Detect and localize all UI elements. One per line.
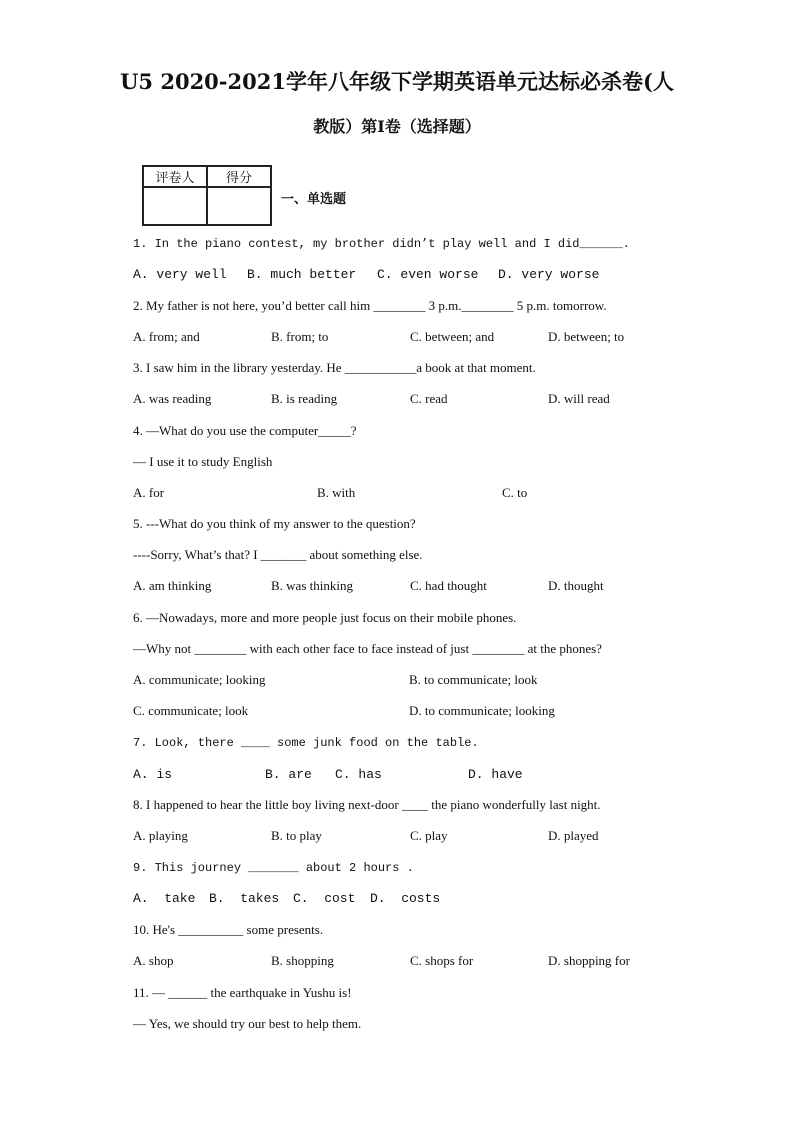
q3-option-b[interactable]: B. is reading	[271, 391, 338, 406]
q1-option-c[interactable]: C. even worse	[377, 267, 479, 282]
q5-option-d[interactable]: D. thought	[548, 578, 604, 593]
q9-option-d[interactable]: D. costs	[370, 891, 441, 906]
q5-option-c[interactable]: C. had thought	[410, 578, 487, 593]
q6-option-b[interactable]: B. to communicate; look	[409, 672, 538, 687]
q2-option-b[interactable]: B. from; to	[271, 329, 329, 344]
q5-option-a[interactable]: A. am thinking	[133, 578, 212, 593]
q8-option-b[interactable]: B. to play	[271, 828, 322, 843]
q6-option-c[interactable]: C. communicate; look	[133, 703, 249, 718]
section-heading: 一、单选题	[281, 192, 347, 207]
question-9-stem: 9. This journey _______ about 2 hours .	[133, 861, 414, 875]
q8-option-d[interactable]: D. played	[548, 828, 599, 843]
question-1-stem: 1. In the piano contest, my brother didn’t play well and I did______.	[133, 237, 630, 251]
q1-option-b[interactable]: B. much better	[247, 267, 357, 282]
q3-option-a[interactable]: A. was reading	[133, 391, 212, 406]
question-8-stem: 8. I happened to hear the little boy living next-door ____ the piano wonderfully last night.	[133, 797, 601, 812]
question-10-stem: 10. He's __________ some presents.	[133, 922, 324, 937]
q2-option-a[interactable]: A. from; and	[133, 329, 200, 344]
question-6-stem: 6. —Nowadays, more and more people just focus on their mobile phones.	[133, 610, 517, 625]
q7-option-a[interactable]: A. is	[133, 767, 173, 782]
question-4-stem: 4. —What do you use the computer_____?	[133, 423, 357, 438]
q10-option-b[interactable]: B. shopping	[271, 953, 334, 968]
question-4-stem-line-2: — I use it to study English	[133, 454, 273, 469]
q9-option-b[interactable]: B. takes	[209, 891, 280, 906]
q2-option-c[interactable]: C. between; and	[410, 329, 495, 344]
q10-option-a[interactable]: A. shop	[133, 953, 174, 968]
q8-option-c[interactable]: C. play	[410, 828, 448, 843]
question-2-stem: 2. My father is not here, you’d better call him ________ 3 p.m.________ 5 p.m. tomorrow.	[133, 298, 607, 313]
q6-option-a[interactable]: A. communicate; looking	[133, 672, 266, 687]
q8-option-a[interactable]: A. playing	[133, 828, 188, 843]
question-11-stem-line-2: — Yes, we should try our best to help them.	[133, 1016, 362, 1031]
document-title-line-1: U5 2020-2021学年八年级下学期英语单元达标必杀卷(人	[120, 69, 674, 94]
q3-option-c[interactable]: C. read	[410, 391, 448, 406]
grader-header: 评卷人	[143, 166, 207, 187]
q2-option-d[interactable]: D. between; to	[548, 329, 625, 344]
q10-option-c[interactable]: C. shops for	[410, 953, 474, 968]
q1-option-d[interactable]: D. very worse	[498, 267, 600, 282]
q7-option-b[interactable]: B. are	[265, 767, 312, 782]
grader-cell[interactable]	[143, 187, 207, 225]
q7-option-d[interactable]: D. have	[468, 767, 523, 782]
q4-option-b[interactable]: B. with	[317, 485, 356, 500]
q9-option-c[interactable]: C. cost	[293, 891, 356, 906]
q1-option-a[interactable]: A. very well	[133, 267, 227, 282]
q6-option-d[interactable]: D. to communicate; looking	[409, 703, 555, 718]
question-5-stem: 5. ---What do you think of my answer to the question?	[133, 516, 416, 531]
question-6-stem-line-2: —Why not ________ with each other face to face instead of just ________ at the phones?	[133, 641, 602, 656]
question-3-stem: 3. I saw him in the library yesterday. He ___________a book at that moment.	[133, 360, 536, 375]
question-7-stem: 7. Look, there ____ some junk food on the table.	[133, 736, 479, 750]
document-title-line-2: 教版）第I卷（选择题）	[313, 117, 481, 136]
q3-option-d[interactable]: D. will read	[548, 391, 610, 406]
score-cell[interactable]	[207, 187, 271, 225]
question-5-stem-line-2: ----Sorry, What’s that? I _______ about something else.	[133, 547, 423, 562]
q4-option-c[interactable]: C. to	[502, 485, 528, 500]
question-11-stem: 11. — ______ the earthquake in Yushu is!	[133, 985, 352, 1000]
q4-option-a[interactable]: A. for	[133, 485, 165, 500]
q5-option-b[interactable]: B. was thinking	[271, 578, 353, 593]
q7-option-c[interactable]: C. has	[335, 767, 382, 782]
q10-option-d[interactable]: D. shopping for	[548, 953, 630, 968]
q9-option-a[interactable]: A. take	[133, 891, 196, 906]
score-table	[142, 165, 272, 226]
score-header: 得分	[207, 166, 271, 187]
